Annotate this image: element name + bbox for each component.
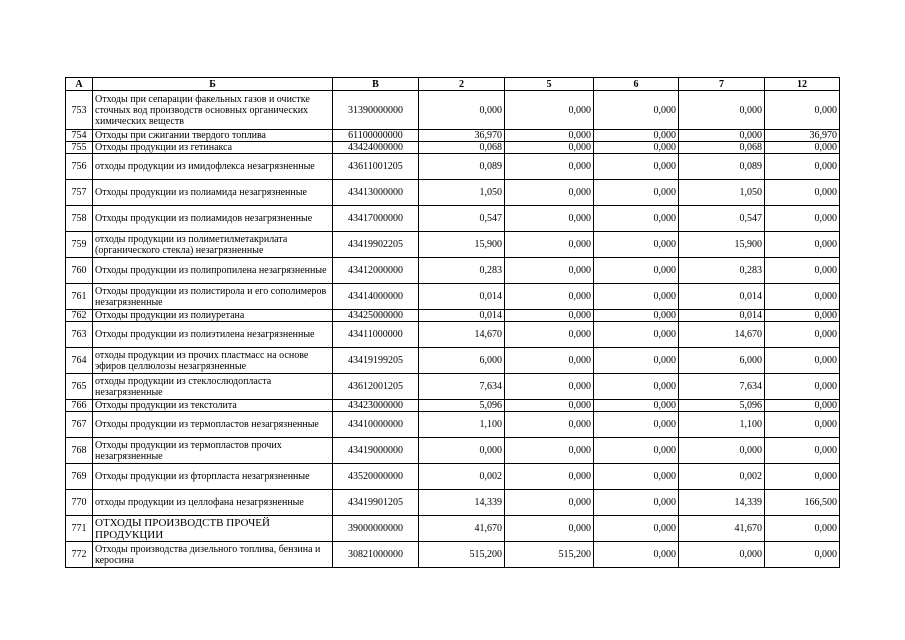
waste-code-cell: 43520000000 bbox=[333, 464, 419, 490]
value-col-5-cell: 0,000 bbox=[505, 284, 594, 310]
value-col-2-cell: 14,670 bbox=[419, 322, 505, 348]
value-col-2-cell: 0,000 bbox=[419, 91, 505, 130]
row-number-cell: 761 bbox=[66, 284, 93, 310]
waste-name-cell: Отходы продукции из полиамидов незагрязненные bbox=[93, 206, 333, 232]
table-row bbox=[66, 322, 840, 348]
value-col-12-cell: 0,000 bbox=[765, 374, 840, 400]
header-cell-v: В bbox=[333, 78, 419, 91]
header-cell-5: 5 bbox=[505, 78, 594, 91]
value-col-5-cell: 0,000 bbox=[505, 154, 594, 180]
header-row bbox=[66, 78, 840, 91]
value-col-2-cell: 0,089 bbox=[419, 154, 505, 180]
value-col-2-cell: 41,670 bbox=[419, 516, 505, 542]
value-col-7-cell: 14,339 bbox=[679, 490, 765, 516]
value-col-5-cell: 515,200 bbox=[505, 542, 594, 568]
header-cell-a: А bbox=[66, 78, 93, 91]
table-row bbox=[66, 412, 840, 438]
waste-name-cell: Отходы при сжигании твердого топлива bbox=[93, 130, 333, 142]
value-col-7-cell: 0,000 bbox=[679, 542, 765, 568]
value-col-12-cell: 0,000 bbox=[765, 142, 840, 154]
value-col-7-cell: 1,050 bbox=[679, 180, 765, 206]
value-col-2-cell: 6,000 bbox=[419, 348, 505, 374]
row-number-cell: 765 bbox=[66, 374, 93, 400]
value-col-5-cell: 0,000 bbox=[505, 400, 594, 412]
value-col-5-cell: 0,000 bbox=[505, 258, 594, 284]
row-number-cell: 759 bbox=[66, 232, 93, 258]
value-col-12-cell: 0,000 bbox=[765, 412, 840, 438]
value-col-12-cell: 166,500 bbox=[765, 490, 840, 516]
value-col-12-cell: 0,000 bbox=[765, 464, 840, 490]
value-col-6-cell: 0,000 bbox=[594, 490, 679, 516]
value-col-6-cell: 0,000 bbox=[594, 232, 679, 258]
value-col-6-cell: 0,000 bbox=[594, 310, 679, 322]
value-col-5-cell: 0,000 bbox=[505, 516, 594, 542]
row-number-cell: 763 bbox=[66, 322, 93, 348]
value-col-5-cell: 0,000 bbox=[505, 180, 594, 206]
table-row bbox=[66, 310, 840, 322]
table-row bbox=[66, 142, 840, 154]
value-col-6-cell: 0,000 bbox=[594, 348, 679, 374]
value-col-6-cell: 0,000 bbox=[594, 322, 679, 348]
value-col-5-cell: 0,000 bbox=[505, 464, 594, 490]
value-col-12-cell: 0,000 bbox=[765, 310, 840, 322]
table-body bbox=[66, 91, 840, 568]
value-col-6-cell: 0,000 bbox=[594, 438, 679, 464]
waste-code-cell: 43419901205 bbox=[333, 490, 419, 516]
value-col-7-cell: 0,547 bbox=[679, 206, 765, 232]
waste-name-cell: Отходы продукции из полиуретана bbox=[93, 310, 333, 322]
value-col-5-cell: 0,000 bbox=[505, 374, 594, 400]
row-number-cell: 753 bbox=[66, 91, 93, 130]
value-col-7-cell: 7,634 bbox=[679, 374, 765, 400]
value-col-7-cell: 15,900 bbox=[679, 232, 765, 258]
waste-code-cell: 43414000000 bbox=[333, 284, 419, 310]
value-col-12-cell: 0,000 bbox=[765, 438, 840, 464]
value-col-2-cell: 0,002 bbox=[419, 464, 505, 490]
value-col-2-cell: 1,100 bbox=[419, 412, 505, 438]
row-number-cell: 760 bbox=[66, 258, 93, 284]
row-number-cell: 767 bbox=[66, 412, 93, 438]
value-col-12-cell: 0,000 bbox=[765, 180, 840, 206]
value-col-7-cell: 0,283 bbox=[679, 258, 765, 284]
value-col-6-cell: 0,000 bbox=[594, 516, 679, 542]
table-row bbox=[66, 206, 840, 232]
value-col-6-cell: 0,000 bbox=[594, 464, 679, 490]
waste-code-cell: 43611001205 bbox=[333, 154, 419, 180]
value-col-5-cell: 0,000 bbox=[505, 412, 594, 438]
row-number-cell: 754 bbox=[66, 130, 93, 142]
value-col-2-cell: 515,200 bbox=[419, 542, 505, 568]
value-col-6-cell: 0,000 bbox=[594, 206, 679, 232]
waste-name-cell: отходы продукции из стеклослюдопласта незагрязненные bbox=[93, 374, 333, 400]
value-col-7-cell: 5,096 bbox=[679, 400, 765, 412]
waste-name-cell: Отходы продукции из полипропилена незагрязненные bbox=[93, 258, 333, 284]
header-cell-7: 7 bbox=[679, 78, 765, 91]
value-col-7-cell: 0,014 bbox=[679, 310, 765, 322]
value-col-2-cell: 1,050 bbox=[419, 180, 505, 206]
value-col-5-cell: 0,000 bbox=[505, 142, 594, 154]
table-row bbox=[66, 374, 840, 400]
value-col-2-cell: 14,339 bbox=[419, 490, 505, 516]
row-number-cell: 768 bbox=[66, 438, 93, 464]
value-col-2-cell: 36,970 bbox=[419, 130, 505, 142]
value-col-5-cell: 0,000 bbox=[505, 490, 594, 516]
value-col-6-cell: 0,000 bbox=[594, 142, 679, 154]
header-cell-6: 6 bbox=[594, 78, 679, 91]
value-col-7-cell: 0,000 bbox=[679, 130, 765, 142]
value-col-2-cell: 0,068 bbox=[419, 142, 505, 154]
value-col-12-cell: 0,000 bbox=[765, 206, 840, 232]
table-row bbox=[66, 348, 840, 374]
waste-code-cell: 43410000000 bbox=[333, 412, 419, 438]
waste-code-cell: 43417000000 bbox=[333, 206, 419, 232]
value-col-12-cell: 0,000 bbox=[765, 154, 840, 180]
value-col-5-cell: 0,000 bbox=[505, 348, 594, 374]
waste-name-cell: отходы продукции из прочих пластмасс на основе эфиров целлюлозы незагрязненные bbox=[93, 348, 333, 374]
value-col-7-cell: 1,100 bbox=[679, 412, 765, 438]
waste-name-cell: ОТХОДЫ ПРОИЗВОДСТВ ПРОЧЕЙ ПРОДУКЦИИ bbox=[93, 516, 333, 542]
header-cell-2: 2 bbox=[419, 78, 505, 91]
waste-name-cell: Отходы продукции из термопластов прочих незагрязненные bbox=[93, 438, 333, 464]
value-col-2-cell: 7,634 bbox=[419, 374, 505, 400]
table-row bbox=[66, 130, 840, 142]
waste-name-cell: Отходы продукции из термопластов незагрязненные bbox=[93, 412, 333, 438]
value-col-7-cell: 0,089 bbox=[679, 154, 765, 180]
waste-name-cell: Отходы производства дизельного топлива, бензина и керосина bbox=[93, 542, 333, 568]
value-col-6-cell: 0,000 bbox=[594, 154, 679, 180]
value-col-5-cell: 0,000 bbox=[505, 232, 594, 258]
table-row bbox=[66, 490, 840, 516]
value-col-12-cell: 0,000 bbox=[765, 258, 840, 284]
table-row bbox=[66, 154, 840, 180]
value-col-6-cell: 0,000 bbox=[594, 374, 679, 400]
row-number-cell: 755 bbox=[66, 142, 93, 154]
table-row bbox=[66, 516, 840, 542]
waste-table bbox=[65, 77, 840, 568]
value-col-12-cell: 36,970 bbox=[765, 130, 840, 142]
row-number-cell: 772 bbox=[66, 542, 93, 568]
value-col-7-cell: 0,068 bbox=[679, 142, 765, 154]
row-number-cell: 764 bbox=[66, 348, 93, 374]
waste-name-cell: отходы продукции из полиметилметакрилата (органического стекла) незагрязненные bbox=[93, 232, 333, 258]
value-col-6-cell: 0,000 bbox=[594, 130, 679, 142]
waste-code-cell: 43413000000 bbox=[333, 180, 419, 206]
row-number-cell: 756 bbox=[66, 154, 93, 180]
value-col-5-cell: 0,000 bbox=[505, 206, 594, 232]
waste-code-cell: 43419902205 bbox=[333, 232, 419, 258]
waste-code-cell: 43419000000 bbox=[333, 438, 419, 464]
value-col-5-cell: 0,000 bbox=[505, 130, 594, 142]
value-col-12-cell: 0,000 bbox=[765, 322, 840, 348]
waste-code-cell: 43424000000 bbox=[333, 142, 419, 154]
header-cell-12: 12 bbox=[765, 78, 840, 91]
value-col-2-cell: 0,000 bbox=[419, 438, 505, 464]
table-row bbox=[66, 284, 840, 310]
waste-name-cell: Отходы продукции из полиэтилена незагрязненные bbox=[93, 322, 333, 348]
table-row bbox=[66, 400, 840, 412]
table-row bbox=[66, 180, 840, 206]
value-col-2-cell: 0,014 bbox=[419, 310, 505, 322]
value-col-6-cell: 0,000 bbox=[594, 180, 679, 206]
value-col-5-cell: 0,000 bbox=[505, 310, 594, 322]
waste-name-cell: Отходы продукции из полистирола и его сополимеров незагрязненные bbox=[93, 284, 333, 310]
waste-code-cell: 31390000000 bbox=[333, 91, 419, 130]
value-col-12-cell: 0,000 bbox=[765, 516, 840, 542]
value-col-12-cell: 0,000 bbox=[765, 91, 840, 130]
value-col-12-cell: 0,000 bbox=[765, 232, 840, 258]
row-number-cell: 766 bbox=[66, 400, 93, 412]
waste-name-cell: Отходы продукции из гетинакса bbox=[93, 142, 333, 154]
value-col-6-cell: 0,000 bbox=[594, 400, 679, 412]
waste-code-cell: 61100000000 bbox=[333, 130, 419, 142]
table-row bbox=[66, 258, 840, 284]
value-col-5-cell: 0,000 bbox=[505, 91, 594, 130]
waste-code-cell: 43423000000 bbox=[333, 400, 419, 412]
value-col-7-cell: 41,670 bbox=[679, 516, 765, 542]
waste-code-cell: 43425000000 bbox=[333, 310, 419, 322]
value-col-6-cell: 0,000 bbox=[594, 542, 679, 568]
waste-name-cell: Отходы продукции из текстолита bbox=[93, 400, 333, 412]
value-col-5-cell: 0,000 bbox=[505, 322, 594, 348]
waste-code-cell: 43419199205 bbox=[333, 348, 419, 374]
row-number-cell: 771 bbox=[66, 516, 93, 542]
row-number-cell: 770 bbox=[66, 490, 93, 516]
waste-name-cell: Отходы продукции из полиамида незагрязненные bbox=[93, 180, 333, 206]
value-col-7-cell: 0,014 bbox=[679, 284, 765, 310]
value-col-2-cell: 0,283 bbox=[419, 258, 505, 284]
value-col-2-cell: 0,547 bbox=[419, 206, 505, 232]
value-col-12-cell: 0,000 bbox=[765, 400, 840, 412]
waste-code-cell: 43411000000 bbox=[333, 322, 419, 348]
table-row bbox=[66, 542, 840, 568]
table-row bbox=[66, 438, 840, 464]
value-col-2-cell: 15,900 bbox=[419, 232, 505, 258]
table-row bbox=[66, 232, 840, 258]
waste-code-cell: 43612001205 bbox=[333, 374, 419, 400]
value-col-2-cell: 5,096 bbox=[419, 400, 505, 412]
value-col-6-cell: 0,000 bbox=[594, 91, 679, 130]
row-number-cell: 762 bbox=[66, 310, 93, 322]
value-col-7-cell: 0,000 bbox=[679, 91, 765, 130]
value-col-5-cell: 0,000 bbox=[505, 438, 594, 464]
value-col-12-cell: 0,000 bbox=[765, 284, 840, 310]
value-col-6-cell: 0,000 bbox=[594, 284, 679, 310]
value-col-7-cell: 0,002 bbox=[679, 464, 765, 490]
table-row bbox=[66, 464, 840, 490]
waste-name-cell: Отходы при сепарации факельных газов и очистке сточных вод производств основных органических химических веществ bbox=[93, 91, 333, 130]
value-col-12-cell: 0,000 bbox=[765, 348, 840, 374]
value-col-7-cell: 14,670 bbox=[679, 322, 765, 348]
row-number-cell: 757 bbox=[66, 180, 93, 206]
value-col-6-cell: 0,000 bbox=[594, 412, 679, 438]
value-col-6-cell: 0,000 bbox=[594, 258, 679, 284]
waste-name-cell: отходы продукции из имидофлекса незагрязненные bbox=[93, 154, 333, 180]
waste-code-cell: 39000000000 bbox=[333, 516, 419, 542]
row-number-cell: 758 bbox=[66, 206, 93, 232]
value-col-7-cell: 6,000 bbox=[679, 348, 765, 374]
waste-code-cell: 30821000000 bbox=[333, 542, 419, 568]
value-col-2-cell: 0,014 bbox=[419, 284, 505, 310]
value-col-7-cell: 0,000 bbox=[679, 438, 765, 464]
row-number-cell: 769 bbox=[66, 464, 93, 490]
waste-code-cell: 43412000000 bbox=[333, 258, 419, 284]
waste-name-cell: Отходы продукции из фторпласта незагрязненные bbox=[93, 464, 333, 490]
waste-name-cell: отходы продукции из целлофана незагрязненные bbox=[93, 490, 333, 516]
table-row bbox=[66, 91, 840, 130]
value-col-12-cell: 0,000 bbox=[765, 542, 840, 568]
header-cell-b: Б bbox=[93, 78, 333, 91]
